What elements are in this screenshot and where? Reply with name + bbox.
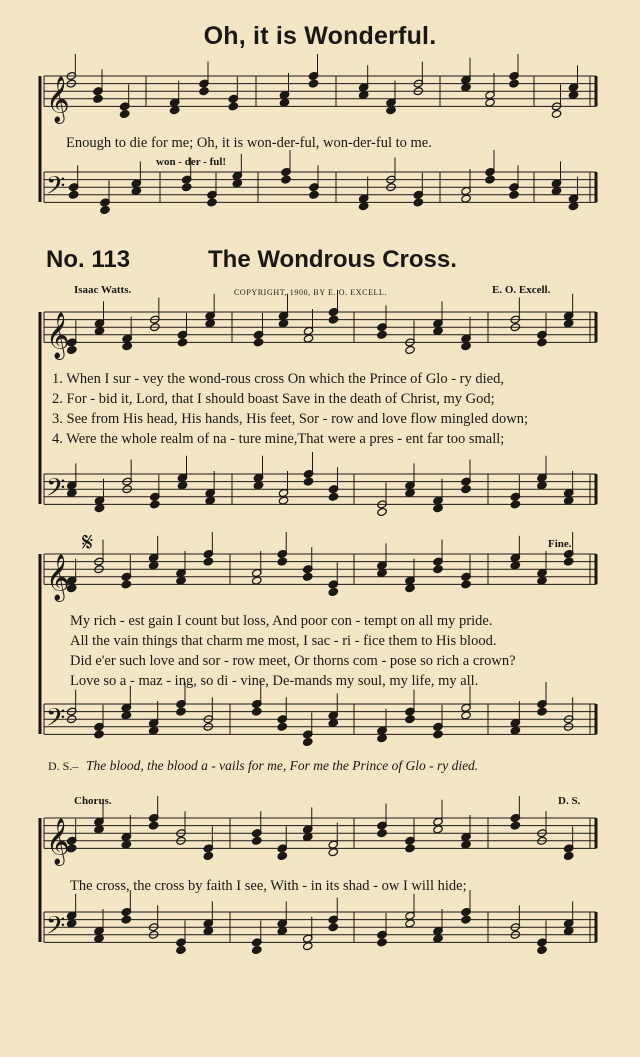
refrain-lyric-line: Enough to die for me; Oh, it is won-der-ful, won-der-ful to me. bbox=[66, 135, 432, 151]
notehead bbox=[461, 485, 471, 494]
notehead bbox=[303, 737, 313, 746]
verse-line-2: 2. For - bid it, Lord, that I should boast Save in the death of Christ, my God; bbox=[52, 391, 495, 407]
ds-mark: D. S. bbox=[558, 795, 581, 807]
notehead bbox=[121, 711, 131, 720]
notehead bbox=[176, 945, 186, 954]
notehead bbox=[119, 109, 129, 118]
notehead bbox=[181, 183, 191, 192]
fine-mark: Fine. bbox=[548, 538, 572, 550]
refrain-echo-words: won - der - ful! bbox=[156, 156, 227, 168]
notehead bbox=[121, 840, 131, 849]
notehead bbox=[252, 576, 262, 585]
notehead bbox=[461, 342, 471, 351]
notehead bbox=[433, 504, 443, 513]
notehead bbox=[176, 707, 186, 716]
notehead bbox=[510, 561, 520, 570]
page-heading: Oh, it is Wonderful. bbox=[203, 22, 437, 50]
hymn-title: The Wondrous Cross. bbox=[208, 246, 457, 273]
notehead bbox=[131, 186, 141, 195]
notehead bbox=[100, 205, 110, 214]
segno-mark: 𝄋 bbox=[82, 528, 94, 557]
notehead bbox=[278, 319, 288, 328]
notehead bbox=[121, 915, 131, 924]
notehead bbox=[253, 481, 263, 490]
notehead bbox=[563, 496, 573, 505]
notehead bbox=[433, 326, 443, 335]
notehead bbox=[150, 500, 160, 509]
notehead bbox=[66, 919, 76, 928]
notehead bbox=[253, 338, 263, 347]
notehead bbox=[377, 568, 387, 577]
notehead bbox=[205, 496, 215, 505]
notehead bbox=[461, 580, 471, 589]
notehead bbox=[405, 715, 415, 724]
notehead bbox=[93, 94, 103, 103]
hymn-number: No. 113 bbox=[46, 246, 131, 273]
notehead bbox=[328, 315, 338, 324]
notehead bbox=[303, 334, 313, 343]
notehead bbox=[386, 106, 396, 115]
verse-line-3: 3. See from His head, His hands, His feet, Sor - row and love flow mingled down; bbox=[52, 411, 529, 427]
notehead bbox=[509, 190, 519, 199]
bass-clef-icon: 𝄢 bbox=[46, 171, 66, 207]
treble-clef-icon: 𝄞 bbox=[46, 76, 70, 123]
treble-clef-icon: 𝄞 bbox=[46, 312, 70, 359]
notehead bbox=[94, 326, 104, 335]
notehead bbox=[205, 319, 215, 328]
notehead bbox=[94, 504, 104, 513]
verse2-line-3: Did e'er such love and sor - row meet, Or thorns com - pose so rich a crown? bbox=[70, 653, 516, 669]
bass-clef-icon: 𝄢 bbox=[46, 911, 66, 947]
notehead bbox=[537, 945, 547, 954]
notehead bbox=[303, 942, 313, 951]
notehead bbox=[122, 342, 132, 351]
treble-clef-icon: 𝄞 bbox=[46, 554, 70, 601]
notehead bbox=[377, 330, 387, 339]
notehead bbox=[485, 98, 495, 107]
verse-line-4: 4. Were the whole realm of na - ture mine,That were a pres - ent far too small; bbox=[52, 431, 505, 447]
notehead bbox=[358, 90, 368, 99]
notehead bbox=[537, 481, 547, 490]
notehead bbox=[148, 561, 158, 570]
notehead bbox=[328, 587, 338, 596]
notehead bbox=[279, 98, 289, 107]
notehead bbox=[309, 190, 319, 199]
notehead bbox=[94, 934, 104, 943]
hymn-author: Isaac Watts. bbox=[74, 284, 132, 296]
treble-clef-icon: 𝄞 bbox=[46, 818, 70, 865]
notehead bbox=[551, 186, 561, 195]
notehead bbox=[303, 477, 313, 486]
notehead bbox=[308, 79, 318, 88]
notehead bbox=[94, 825, 104, 834]
notehead bbox=[232, 179, 242, 188]
notehead bbox=[461, 83, 471, 92]
notehead bbox=[433, 825, 443, 834]
notehead bbox=[177, 338, 187, 347]
chorus-lyric-line: The cross, the cross by faith I see, With - in its shad - ow I will hide; bbox=[70, 878, 467, 894]
notehead bbox=[563, 319, 573, 328]
hymn-copyright: COPYRIGHT, 1900, BY E. O. EXCELL. bbox=[234, 288, 388, 297]
ds-lyric-line: The blood, the blood a - vails for me, For me the Prince of Glo - ry died. bbox=[86, 758, 479, 773]
notehead bbox=[413, 198, 423, 207]
notehead bbox=[377, 829, 387, 838]
notehead bbox=[563, 557, 573, 566]
notehead bbox=[551, 109, 561, 118]
notehead bbox=[277, 557, 287, 566]
notehead bbox=[537, 338, 547, 347]
notehead bbox=[121, 580, 131, 589]
notehead bbox=[252, 836, 262, 845]
notehead bbox=[203, 926, 213, 935]
notehead bbox=[328, 923, 338, 932]
notehead bbox=[461, 915, 471, 924]
notehead bbox=[252, 945, 262, 954]
notehead bbox=[510, 500, 520, 509]
notehead bbox=[461, 711, 471, 720]
notehead bbox=[405, 345, 415, 354]
notehead bbox=[277, 722, 287, 731]
notehead bbox=[94, 730, 104, 739]
notehead bbox=[303, 572, 313, 581]
notehead bbox=[148, 726, 158, 735]
notehead bbox=[377, 507, 387, 516]
notehead bbox=[328, 492, 338, 501]
notehead bbox=[509, 79, 519, 88]
notehead bbox=[563, 926, 573, 935]
notehead bbox=[405, 844, 415, 853]
notehead bbox=[358, 202, 368, 211]
notehead bbox=[68, 190, 78, 199]
notehead bbox=[563, 851, 573, 860]
notehead bbox=[277, 851, 287, 860]
notehead bbox=[252, 707, 262, 716]
notehead bbox=[377, 734, 387, 743]
notehead bbox=[277, 926, 287, 935]
verse-line-1: 1. When I sur - vey the wond-rous cross On which the Prince of Glo - ry died, bbox=[52, 371, 504, 387]
notehead bbox=[328, 848, 338, 857]
ds-prefix: D. S.– bbox=[48, 759, 79, 773]
notehead bbox=[377, 938, 387, 947]
notehead bbox=[537, 707, 547, 716]
notehead bbox=[199, 87, 209, 96]
bass-clef-icon: 𝄢 bbox=[46, 473, 66, 509]
hymn-composer: E. O. Excell. bbox=[492, 284, 551, 296]
notehead bbox=[177, 481, 187, 490]
verse2-line-1: My rich - est gain I count but loss, And poor con - tempt on all my pride. bbox=[70, 613, 493, 629]
verse2-line-4: Love so a - maz - ing, so di - vine, De-mands my soul, my life, my all. bbox=[70, 673, 479, 689]
notehead bbox=[568, 202, 578, 211]
notehead bbox=[203, 851, 213, 860]
notehead bbox=[510, 726, 520, 735]
notehead bbox=[148, 821, 158, 830]
notehead bbox=[461, 194, 471, 203]
notehead bbox=[328, 718, 338, 727]
notehead bbox=[537, 576, 547, 585]
notehead bbox=[207, 198, 217, 207]
verse2-line-2: All the vain things that charm me most, I sac - ri - fice them to His blood. bbox=[70, 633, 497, 649]
notehead bbox=[281, 175, 291, 184]
bass-clef-icon: 𝄢 bbox=[46, 703, 66, 739]
chorus-label: Chorus. bbox=[74, 795, 112, 807]
notehead bbox=[433, 934, 443, 943]
notehead bbox=[510, 821, 520, 830]
notehead bbox=[228, 102, 238, 111]
notehead bbox=[405, 919, 415, 928]
notehead bbox=[405, 584, 415, 593]
notehead bbox=[67, 488, 77, 497]
notehead bbox=[433, 730, 443, 739]
notehead bbox=[169, 106, 179, 115]
notehead bbox=[433, 565, 443, 574]
notehead bbox=[485, 175, 495, 184]
notehead bbox=[461, 840, 471, 849]
notehead bbox=[203, 557, 213, 566]
notehead bbox=[176, 576, 186, 585]
notehead bbox=[303, 832, 313, 841]
notehead bbox=[405, 488, 415, 497]
notehead bbox=[278, 496, 288, 505]
notehead bbox=[568, 90, 578, 99]
